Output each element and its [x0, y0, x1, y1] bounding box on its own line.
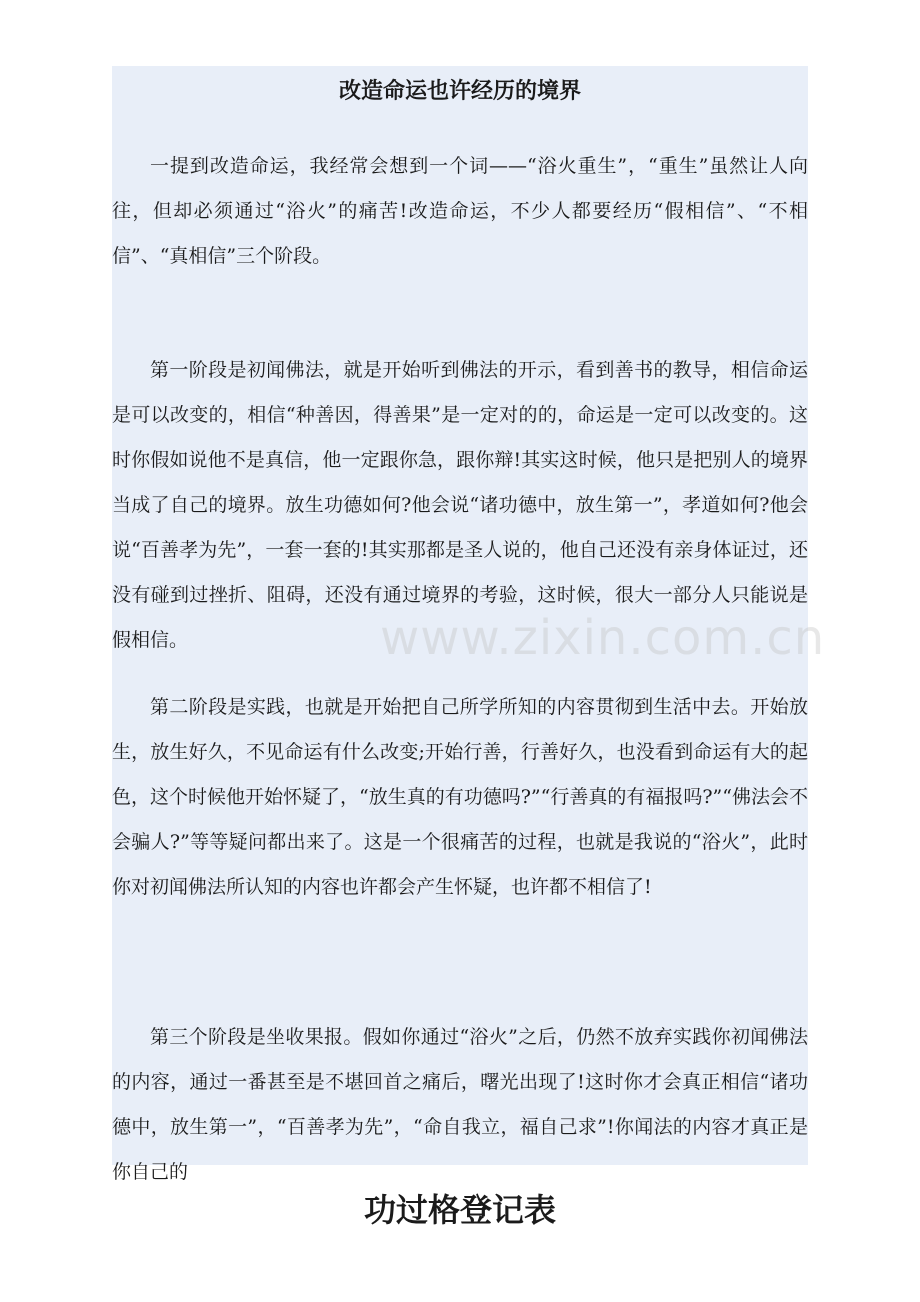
article-title: 改造命运也许经历的境界: [338, 78, 581, 104]
watermark: www.zixin.com.cn: [380, 610, 826, 666]
paragraph-intro: 一提到改造命运，我经常会想到一个词——“浴火重生”，“重生”虽然让人向往，但却必须通过“浴火”的痛苦!改造命运，不少人都要经历“假相信”、“不相信”、“真相信”三个阶段。: [112, 155, 808, 267]
paragraph-stage-three: 第三个阶段是坐收果报。假如你通过“浴火”之后，仍然不放弃实践你初闻佛法的内容，通过一番甚至是不堪回首之痛后，曙光出现了!这时你才会真正相信“诸功德中，放生第一”，“百善孝为先”，“命自我立，福自己求”!你闻法的内容才真正是你自己的: [112, 1026, 808, 1183]
paragraph-stage-one: 第一阶段是初闻佛法，就是开始听到佛法的开示，看到善书的教导，相信命运是可以改变的，相信“种善因，得善果”是一定对的的，命运是一定可以改变的。这时你假如说他不是真信，他一定跟你急，跟你辩!其实这时候，他只是把别人的境界当成了自己的境界。放生功德如何?他会说“诸功德中，放生第一”，孝道如何?他会说“百善孝为先”，一套一套的!其实那都是圣人说的，他自己还没有亲身体证过，还没有碰到过挫折、阻碍，还没有通过境界的考验，这时候，很大一部分人只能说是假相信。: [112, 359, 808, 651]
section-title: 功过格登记表: [363, 1191, 556, 1229]
article-panel: [112, 66, 808, 1183]
paragraph-stage-two: 第二阶段是实践，也就是开始把自己所学所知的内容贯彻到生活中去。开始放生，放生好久，不见命运有什么改变;开始行善，行善好久，也没看到命运有大的起色，这个时候他开始怀疑了，“放生真的有功德吗?”“行善真的有福报吗?”“佛法会不会骗人?”等等疑问都出来了。这是一个很痛苦的过程，也就是我说的“浴火”，此时你对初闻佛法所认知的内容也许都会产生怀疑，也许都不相信了!: [112, 696, 808, 898]
